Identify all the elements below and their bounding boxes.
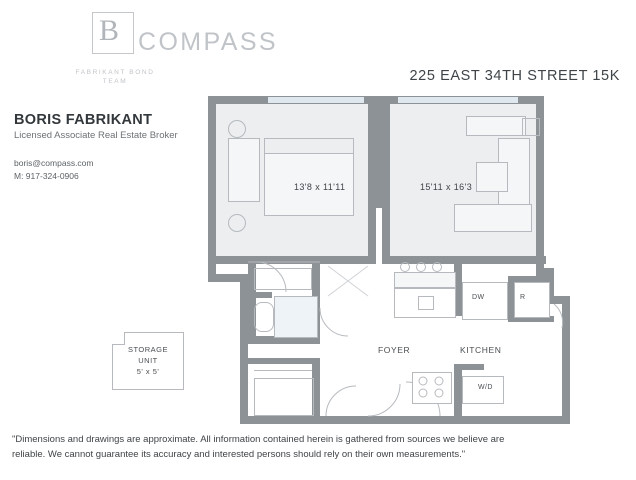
living-dimension-label: 15'11 x 16'3	[420, 182, 473, 192]
door-closet-arc	[326, 386, 356, 416]
dishwasher-unit	[462, 282, 508, 320]
door-entry-arc	[368, 384, 400, 416]
agent-email: boris@compass.com	[14, 158, 94, 168]
storage-label-line3: 5' x 5'	[136, 367, 160, 376]
hall-guide-1	[328, 266, 368, 296]
bed-pillow-area	[264, 138, 354, 154]
property-address: 225 EAST 34TH STREET 15K	[409, 68, 620, 84]
agent-phone: M: 917-324-0906	[14, 171, 79, 181]
side-table-round-top	[228, 120, 246, 138]
door-hall-arc	[320, 308, 348, 336]
agent-contact	[14, 157, 214, 183]
range-burners	[412, 372, 450, 402]
team-name-line2: TEAM	[102, 78, 128, 85]
bar-stool-1	[400, 262, 410, 272]
room-label-kitchen: KITCHEN	[460, 345, 502, 355]
vanity-fixture	[254, 268, 312, 290]
shower-fixture	[274, 296, 318, 338]
disclaimer-text	[12, 432, 624, 462]
wall-bottom	[240, 416, 570, 424]
wall-left-lower	[240, 274, 248, 424]
floor-plan-drawing	[208, 96, 608, 426]
hall-guide-2	[328, 266, 368, 296]
wall-bedroom-bottom	[216, 256, 376, 264]
wall-center-upper	[368, 104, 390, 206]
sofa-bottom	[454, 204, 532, 232]
bar-stool-3	[432, 262, 442, 272]
coffee-table	[476, 162, 508, 192]
kitchen-island	[394, 272, 456, 288]
wall-right-lower	[562, 296, 570, 424]
kitchen-sink	[418, 296, 434, 310]
wall-center-right	[382, 200, 390, 264]
compass-logo-mark	[92, 12, 278, 58]
side-table-round-bottom	[228, 214, 246, 232]
console-table	[466, 116, 526, 136]
closet-box	[254, 378, 314, 416]
closet-shelf-line	[254, 370, 312, 371]
wall-center-mid	[368, 200, 376, 264]
window-living	[398, 97, 518, 103]
agent-info	[14, 112, 214, 183]
refrigerator-label: W/D	[478, 384, 493, 391]
logo-letter: B	[99, 14, 120, 47]
toilet-fixture	[254, 302, 274, 332]
wall-closet-top	[248, 358, 320, 364]
room-label-foyer: FOYER	[378, 345, 411, 355]
team-name-line1: FABRIKANT BOND	[75, 69, 155, 76]
wall-kitchen-lower-top	[454, 364, 484, 370]
disclaimer-line-1: "Dimensions and drawings are approximate. All information contained herein is gathered from sources we believe are	[12, 434, 505, 445]
bar-stool-2	[416, 262, 426, 272]
disclaimer-line-2: reliable. We cannot guarantee its accuracy and interested persons should rely on their own measurements."	[12, 449, 466, 460]
dishwasher-label: DW	[472, 294, 485, 301]
storage-label-line2: UNIT	[138, 356, 158, 365]
nightstand-dresser	[228, 138, 260, 202]
logo-wordmark: COMPASS	[138, 28, 278, 56]
compass-logo	[20, 12, 278, 85]
storage-corner-shape	[112, 332, 125, 345]
agent-title: Licensed Associate Real Estate Broker	[14, 130, 178, 141]
storage-label-line1: STORAGE	[127, 345, 169, 354]
agent-name: BORIS FABRIKANT	[14, 112, 153, 128]
wall-left-upper	[208, 96, 216, 282]
window-bedroom	[268, 97, 364, 103]
wall-living-bottom	[390, 256, 546, 264]
washer-dryer-label: R	[520, 294, 526, 301]
bedroom-dimension-label: 13'8 x 11'11	[294, 182, 346, 192]
corner-table	[522, 118, 540, 136]
wall-kitchen-lower-left	[454, 364, 462, 424]
storage-unit-box	[112, 332, 184, 390]
wall-bath-nub	[248, 292, 272, 298]
